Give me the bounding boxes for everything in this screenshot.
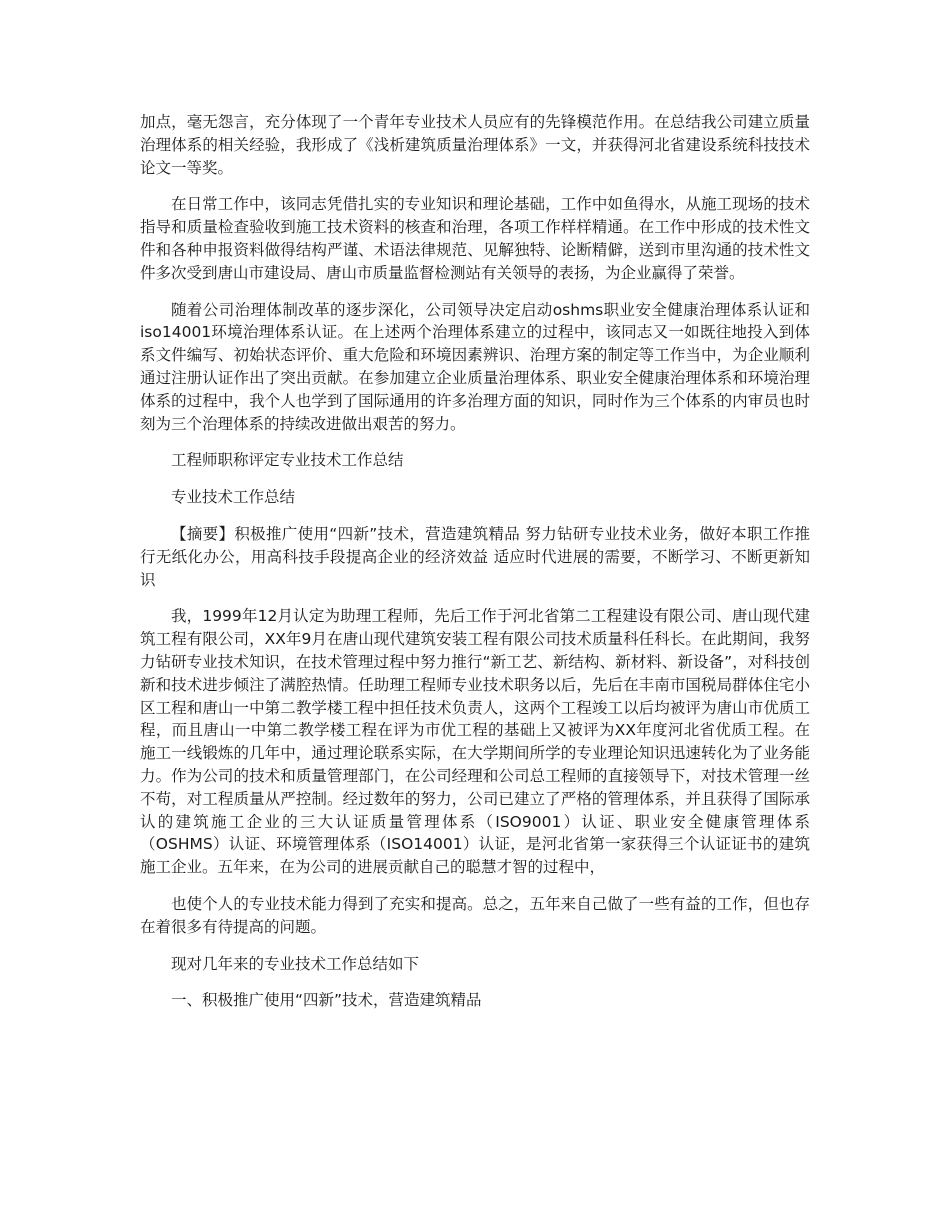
paragraph-8: 也使个人的专业技术能力得到了充实和提高。总之，五年来自己做了一些有益的工作，但也存在着很多有待提高的问题。: [140, 894, 810, 936]
paragraph-7: 我，1999年12月认定为助理工程师，先后工作于河北省第二工程建设有限公司、唐山现代建筑工程有限公司，XX年9月在唐山现代建筑安装工程有限公司技术质量科任科长。在此期间，我努力钻研专业技术知识，在技术管理过程中努力推行“新工艺、新结构、新材料、新设备”，对科技创新和技术进步倾注了满腔热情。任助理工程师专业技术职务以后，先后在丰南市国税局群体住宅小区工程和唐山一中第二教学楼工程中担任技术负责人，这两个工程竣工以后均被评为唐山市优质工程，而且唐山一中第二教学楼工程在评为市优工程的基础上又被评为XX年度河北省优质工程。在施工一线锻炼的几年中，通过理论联系实际，在大学期间所学的专业理论知识迅速转化为了业务能力。作为公司的技术和质量管理部门，在公司经理和公司总工程师的直接领导下，对技术管理一丝不苟，对工程质量从严控制。经过数年的努力，公司已建立了严格的管理体系，并且获得了国际承认的建筑施工企业的三大认证质量管理体系（ISO9001）认证、职业安全健康管理体系（OSHMS）认证、环境管理体系（ISO14001）认证，是河北省第一家获得三个认证证书的建筑施工企业。五年来，在为公司的进展贡献自己的聪慧才智的过程中，: [140, 607, 810, 877]
summary-intro: 现对几年来的专业技术工作总结如下: [171, 954, 420, 973]
heading-title: 工程师职称评定专业技术工作总结: [171, 451, 404, 470]
document-page: [140, 111, 810, 1026]
section-heading-1: 一、积极推广使用“四新”技术，营造建筑精品: [171, 991, 482, 1010]
paragraph-2: 在日常工作中，该同志凭借扎实的专业知识和理论基础，工作中如鱼得水，从施工现场的技术指导和质量检查验收到施工技术资料的核查和治理，各项工作样样精通。在工作中形成的技术性文件和各种申报资料做得结构严谨、术语法律规范、见解独特、论断精僻，送到市里沟通的技术性文件多次受到唐山市建设局、唐山市质量监督检测站有关领导的表扬，为企业赢得了荣誉。: [140, 195, 810, 282]
paragraph-3: 随着公司治理体制改革的逐步深化，公司领导决定启动oshms职业安全健康治理体系认证和iso14001环境治理体系认证。在上述两个治理体系建立的过程中，该同志又一如既往地投入到体系文件编写、初始状态评价、重大危险和环境因素辨识、治理方案的制定等工作当中，为企业顺利通过注册认证作出了突出贡献。在参加建立企业质量治理体系、职业安全健康治理体系和环境治理体系的过程中，我个人也学到了国际通用的许多治理方面的知识，同时作为三个体系的内审员也时刻为三个治理体系的持续改进做出艰苦的努力。: [140, 300, 810, 433]
heading-subtitle: 专业技术工作总结: [171, 488, 296, 507]
paragraph-1: 加点，毫无怨言，充分体现了一个青年专业技术人员应有的先锋模范作用。在总结我公司建立质量治理体系的相关经验，我形成了《浅析建筑质量治理体系》一文，并获得河北省建设系统科技技术论文一等奖。: [140, 113, 810, 177]
abstract-paragraph: 【摘要】积极推广使用“四新”技术，营造建筑精品 努力钻研专业技术业务，做好本职工作推行无纸化办公，用高科技手段提高企业的经济效益 适应时代进展的需要，不断学习、不断更新知识: [140, 524, 810, 589]
